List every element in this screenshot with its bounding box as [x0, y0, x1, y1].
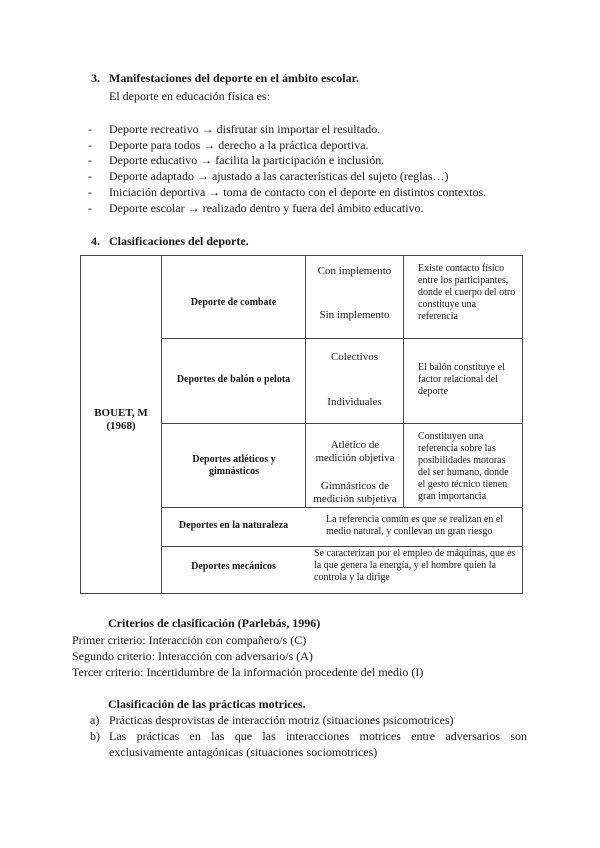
table-category: Deportes en la naturaleza: [178, 520, 289, 531]
list-bullet: -: [88, 122, 92, 136]
criterios-title: Criterios de clasificación (Parlebás, 1996): [108, 616, 321, 630]
clasificacion-title: Clasificación de las prácticas motrices.: [108, 697, 306, 711]
table-author: BOUET, M: [94, 407, 148, 419]
list-item: Deporte educativo → facilita la participación e inclusión.: [109, 153, 385, 167]
table-description: Constituyen una referencia sobre las posibilidades motoras del ser humano, donde el gesto técnico tienen gran importancia: [418, 431, 509, 502]
table-subcategory: Sin implemento: [319, 309, 390, 321]
table-category: Deporte de combate: [190, 297, 277, 308]
list-item: Deporte para todos → derecho a la práctica deportiva.: [109, 138, 369, 152]
list-item: Deporte escolar → realizado dentro y fuera del ámbito educativo.: [109, 201, 424, 215]
clasificacion-mark: a): [90, 713, 100, 727]
table-subcategory: Con implemento: [317, 265, 392, 277]
criterio-line: Segundo criterio: Interacción con adversario/s (A): [72, 649, 313, 663]
table-category: Deportes atléticos y gimnásticos: [192, 454, 276, 477]
table-subcategory: Atlético de medición objetiva: [315, 439, 395, 464]
clasificacion-item-cont: exclusivamente antagónicas (situaciones sociomotrices): [109, 745, 378, 759]
table-year: (1968): [106, 420, 136, 432]
table-category: Deportes de balón o pelota: [176, 374, 291, 385]
list-bullet: -: [88, 153, 92, 167]
list-bullet: -: [88, 169, 92, 183]
section3-title: Manifestaciones del deporte en el ámbito escolar.: [109, 71, 359, 85]
table-description: Se caracterizan por el empleo de máquinas, que es la que genera la energía, y el hombre quien la controla y la dirige: [314, 548, 516, 583]
section4-title: Clasificaciones del deporte.: [109, 234, 249, 248]
criterio-line: Primer criterio: Interacción con compañero/s (C): [72, 633, 307, 647]
clasificacion-item: Prácticas desprovistas de interacción motriz (situaciones psicomotrices): [109, 713, 454, 727]
section4-number: 4.: [91, 234, 100, 248]
table-subcategory: Individuales: [327, 396, 382, 408]
clasificacion-item: Las prácticas en las que las interacciones motrices entre adversarios son: [109, 729, 527, 743]
table-subcategory: Gimnásticos de medición subjetiva: [313, 480, 397, 505]
list-item: Deporte recreativo → disfrutar sin importar el resultado.: [109, 122, 381, 136]
table-description: La referencia común es que se realizan en el medio natural, y conllevan un gran riesgo: [326, 514, 504, 537]
list-bullet: -: [88, 138, 92, 152]
table-subcategory: Colectivos: [330, 351, 379, 363]
criterio-line: Tercer criterio: Incertidumbre de la información procedente del medio (I): [72, 665, 424, 679]
table-category: Deportes mecánicos: [191, 561, 276, 572]
list-bullet: -: [88, 201, 92, 215]
list-item: Iniciación deportiva → toma de contacto con el deporte en distintos contextos.: [109, 185, 487, 199]
section3-intro: El deporte en educación física es:: [109, 89, 270, 103]
list-bullet: -: [88, 185, 92, 199]
list-item: Deporte adaptado → ajustado a las características del sujeto (reglas…): [109, 169, 449, 183]
section3-number: 3.: [91, 71, 100, 85]
table-description: Existe contacto físico entre los participantes, donde el cuerpo del otro constituye una referencia: [418, 263, 516, 322]
clasificacion-mark: b): [90, 729, 100, 743]
table-description: El balón constituye el factor relacional del deporte: [418, 362, 505, 397]
